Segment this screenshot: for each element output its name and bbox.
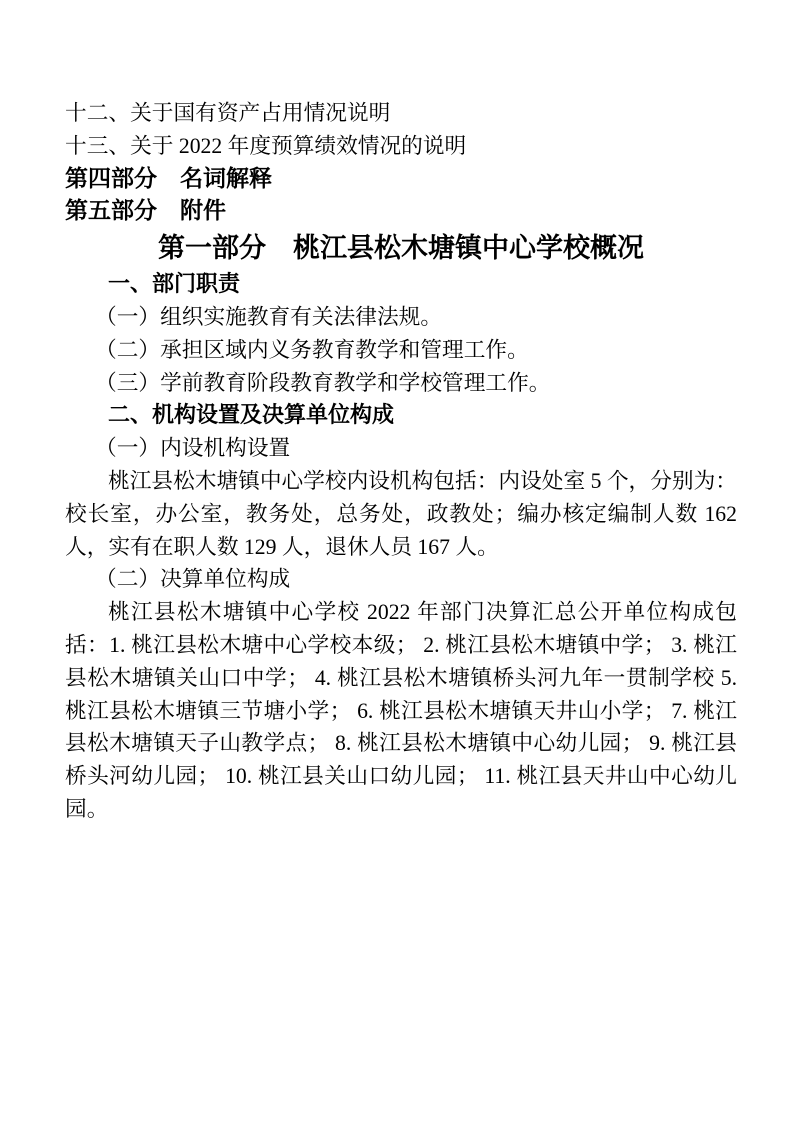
part4-heading: 第四部分 名词解释: [65, 165, 272, 191]
toc-item-13: 十三、关于 2022 年度预算绩效情况的说明: [65, 133, 467, 158]
part1-title: 第一部分 桃江县松木塘镇中心学校概况: [158, 233, 644, 264]
section1-item-2: （二）承担区域内义务教育教学和管理工作。: [95, 337, 529, 362]
section2-sub2-heading: （二）决算单位构成: [95, 567, 291, 592]
section2-sub1-heading: （一）内设机构设置: [95, 436, 291, 461]
part5-heading: 第五部分 附件: [65, 198, 226, 224]
section1-item-3: （三）学前教育阶段教育教学和学校管理工作。: [95, 370, 551, 395]
section2-sub2-paragraph: 桃江县松木塘镇中心学校 2022 年部门决算汇总公开单位构成包括：1. 桃江县松木塘中心学校本级； 2. 桃江县松木塘镇中学； 3. 桃江县松木塘镇关山口中学； 4. 桃江县松木塘镇桥头河九年一贯制学校 5. 桃江县松木塘镇三节塘小学； 6. 桃江县松木塘镇天井山小学； 7. 桃江县松木塘镇天子山教学点； 8. 桃江县松木塘镇中心幼儿园； 9. 桃江县桥头河幼儿园； 10. 桃江县关山口幼儿园； 11. 桃江县天井山中心幼儿园。: [65, 600, 737, 821]
section2-sub1-paragraph: 桃江县松木塘镇中心学校内设机构包括：内设处室 5 个，分别为：校长室，办公室，教务处，总务处，政教处；编办核定编制人数 162 人，实有在职人数 129 人，退休人员 167 人。: [65, 468, 737, 559]
toc-item-12: 十二、关于国有资产占用情况说明: [65, 101, 391, 125]
section1-item-1: （一）组织实施教育有关法律法规。: [95, 304, 443, 329]
section2-heading: 二、机构设置及决算单位构成: [108, 402, 395, 428]
section1-heading: 一、部门职责: [108, 271, 241, 297]
